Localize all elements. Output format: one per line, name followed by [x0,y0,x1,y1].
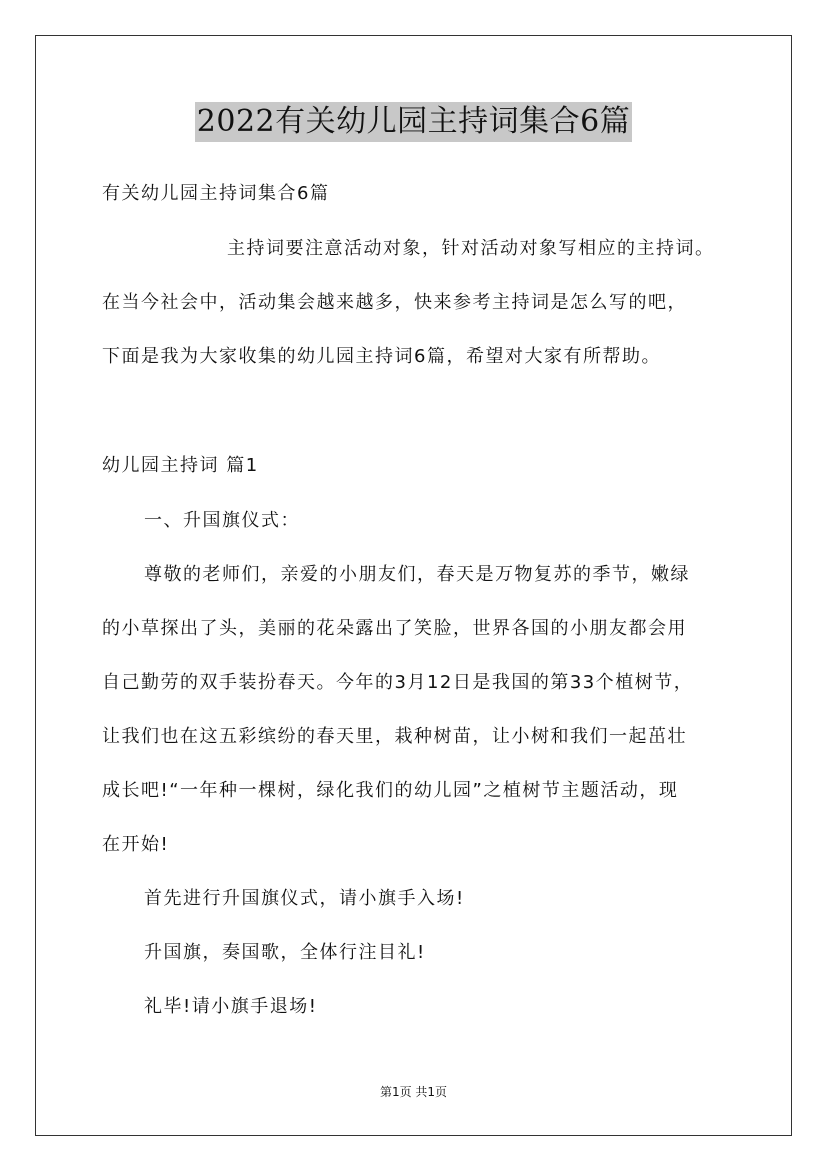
paragraph-line-1: 尊敬的老师们，亲爱的小朋友们，春天是万物复苏的季节，嫩绿 [144,564,690,585]
intro-line-3: 下面是我为大家收集的幼儿园主持词6篇，希望对大家有所帮助。 [102,346,661,367]
after-line-2: 升国旗，奏国歌，全体行注目礼! [144,942,426,963]
after-line-3: 礼毕!请小旗手退场! [144,996,318,1017]
after-line-1: 首先进行升国旗仪式，请小旗手入场! [144,888,465,909]
intro-line-1: 主持词要注意活动对象，针对活动对象写相应的主持词。 [227,238,715,259]
paragraph-line-6: 在开始! [102,834,170,855]
title-container [0,102,827,142]
section-heading: 幼儿园主持词 篇1 [102,455,259,476]
page-footer: 第1页 共1页 [379,1085,448,1099]
paragraph-line-3: 自己勤劳的双手装扮春天。今年的3月12日是我国的第33个植树节， [102,672,694,693]
paragraph-line-5: 成长吧!“一年种一棵树，绿化我们的幼儿园”之植树节主题活动，现 [102,780,679,801]
document-title: 2022有关幼儿园主持词集合6篇 [195,102,632,142]
document-subtitle: 有关幼儿园主持词集合6篇 [102,183,330,204]
paragraph-line-4: 让我们也在这五彩缤纷的春天里，栽种树苗，让小树和我们一起茁壮 [102,726,687,747]
paragraph-line-2: 的小草探出了头，美丽的花朵露出了笑脸，世界各国的小朋友都会用 [102,618,687,639]
subheading: 一、升国旗仪式： [144,510,300,531]
intro-line-2: 在当今社会中，活动集会越来越多，快来参考主持词是怎么写的吧， [102,292,687,313]
